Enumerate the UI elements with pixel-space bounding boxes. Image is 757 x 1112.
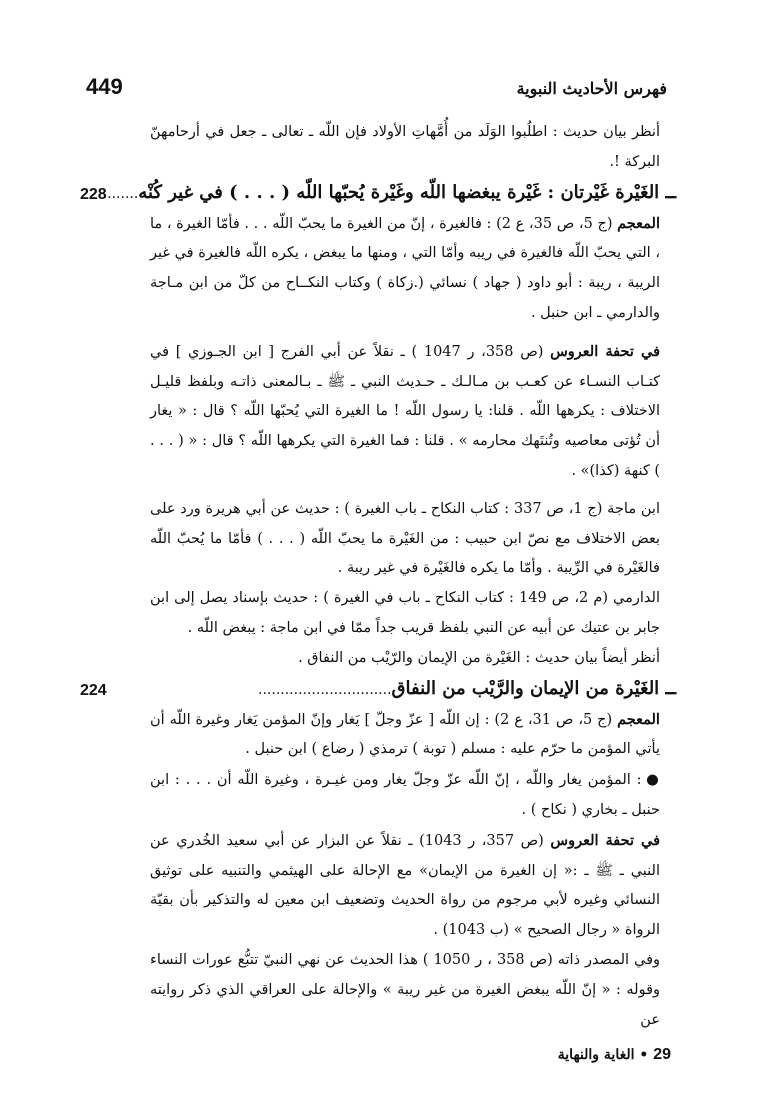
entry-paragraph xyxy=(150,209,660,329)
paragraph-text: (ج 5، ص 35، ع 2) : فالغيرة ، إنّ من الغيرة ما يحبّ اللّه . . . فأمّا الغيرة ، ما ، التي يحبّ اللّه فالغيرة في ريبه وأمّا التي ، ومنها ما يبغض ، يكره اللّه فالغيرة في غير الريبة ، ريبة : أبو داود ( جهاد ) نسائي (.زكاة ) وكتاب النكــاح من كلّ من ابن مـاجة والدارمي ـ ابن حنبل . xyxy=(150,215,660,321)
entry-heading xyxy=(80,178,676,209)
entry-paragraph xyxy=(150,337,660,487)
entry-page-ref: 224 xyxy=(80,681,107,699)
entry-heading-text: ــ الغَيْرة غَيْرتان : غَيْرة يبغضها اللّه وغَيْرة يُحبّها اللّه ( . . . ) في غير كُنْه xyxy=(138,181,676,203)
paragraph-text: (ج 5، ص 31، ع 2) : إن اللّه [ عزّ وجلّ ] يَغار وإنّ المؤمن يَغار وغيرة اللّه أن يأتي المؤمن ما حرّم عليه : مسلم ( توبة ) ترمذي ( رضاع ) ابن حنبل . xyxy=(150,711,660,758)
source-label: في تحفة العروس xyxy=(550,342,661,360)
intro-paragraph: أنظر بيان حديث : اطلُبوا الوَلَد من أُمَّهاتِ الأولاد فإن اللّه ـ تعالى ـ جعل في أرحامهنّ البركة !. xyxy=(150,124,660,170)
source-label: المعجم xyxy=(617,710,660,728)
page-body xyxy=(80,118,676,1035)
entry-paragraph: الدارمي (م 2، ص 149 : كتاب النكاح ـ باب في الغيرة ) : حديث بإسناد يصل إلى ابن جابر بن عتيك عن أبيه عن النبي بلفظ قريب جداً ممّا في ابن ماجة : يبغض اللّه . xyxy=(150,590,660,636)
entry-paragraph: ابن ماجة (ج 1، ص 337 : كتاب النكاح ـ باب الغيرة ) : حديث عن أبي هريرة ورد على بعض الاختلاف مع نصّ ابن حبيب : من الغَيْرة ما يحبّ اللّه ( . . . ) فأمّا ما يُحبّ اللّه فالغَيْرة في الرِّيبة . وأمّا ما يكره فالغَيْرة في غير ريبة . xyxy=(150,500,660,577)
paragraph-text: (ص 358، ر 1047 ) ـ نقلاً عن أبي الفرج [ ابن الجـوزي ] في كتـاب النسـاء عن كعـب بن مـالـك ـ حـديث النبي ـ ﷺ ـ بـالمعنى ذاتـه وبلفظ قليـل الاختلاف : يكرهها اللّه . قلنا: يا رسول اللّه ! ما الغيرة التي يُحبّها اللّه ؟ قال : « يغار أن تُؤتى معاصيه وتُنتَهك محارمه » . قلنا : فما الغيرة التي يكرهها اللّه ؟ قال : « ( . . . ) كنهة (كذا)» . xyxy=(150,343,660,479)
paragraph-text: (ص 357، ر 1043) ـ نقلاً عن البزار عن أبي سعيد الخُدري عن النبي ـ ﷺ ـ :« إن الغيرة من الإيمان» مع الإحالة على الهيثمي والتنبيه على توثيق النسائي وغيره لأبي مرجوم من رواة الحديث وتضعيف ابن معين له والتذكير بأن بقيّة الرواة « رجال الصحيح » (ب 1043) . xyxy=(150,832,660,939)
entry-paragraph xyxy=(150,705,660,766)
leader-dots: ........ xyxy=(102,185,139,202)
running-title: فهرس الأحاديث النبوية xyxy=(516,79,667,98)
source-label: في تحفة العروس xyxy=(550,831,660,849)
entry-page-ref: 228 xyxy=(80,185,107,203)
paragraph-text: : المؤمن يغار واللّه ، إنّ اللّه عزّ وجلّ يغار ومن غيـرة ، وغيرة اللّه أن . . . : ابن حنبل ـ بخاري ( نكاح ) . xyxy=(150,772,660,818)
bullet-icon: ● xyxy=(646,771,660,789)
entry-paragraph xyxy=(150,765,660,826)
leader-dots: .............................. xyxy=(258,681,392,698)
source-label: المعجم xyxy=(617,214,660,232)
entry-paragraph xyxy=(150,826,660,946)
entry-heading xyxy=(80,674,676,705)
footer-bullet: • xyxy=(639,1047,649,1063)
entry-heading-text: ــ الغَيْرة من الإيمان والرَّيْب من النفاق xyxy=(391,677,676,699)
page-number: 449 xyxy=(86,74,123,99)
entry-paragraph: أنظر أيضاً بيان حديث : الغَيْرة من الإيمان والرّيْب من النفاق . xyxy=(298,649,660,666)
footer-page-number: 29 xyxy=(653,1046,671,1063)
page-footer xyxy=(558,1046,671,1064)
footer-title: الغاية والنهاية xyxy=(557,1047,635,1063)
entry-paragraph: وفي المصدر ذاته (ص 358 ، ر 1050 ) هذا الحديث عن نهي النبيّ تتبُّع عورات النساء وقوله : « إنّ اللّه يبغض الغيرة من غير ريبة » والإحالة على العراقي الذي ذكر روايته عن xyxy=(150,951,661,1028)
